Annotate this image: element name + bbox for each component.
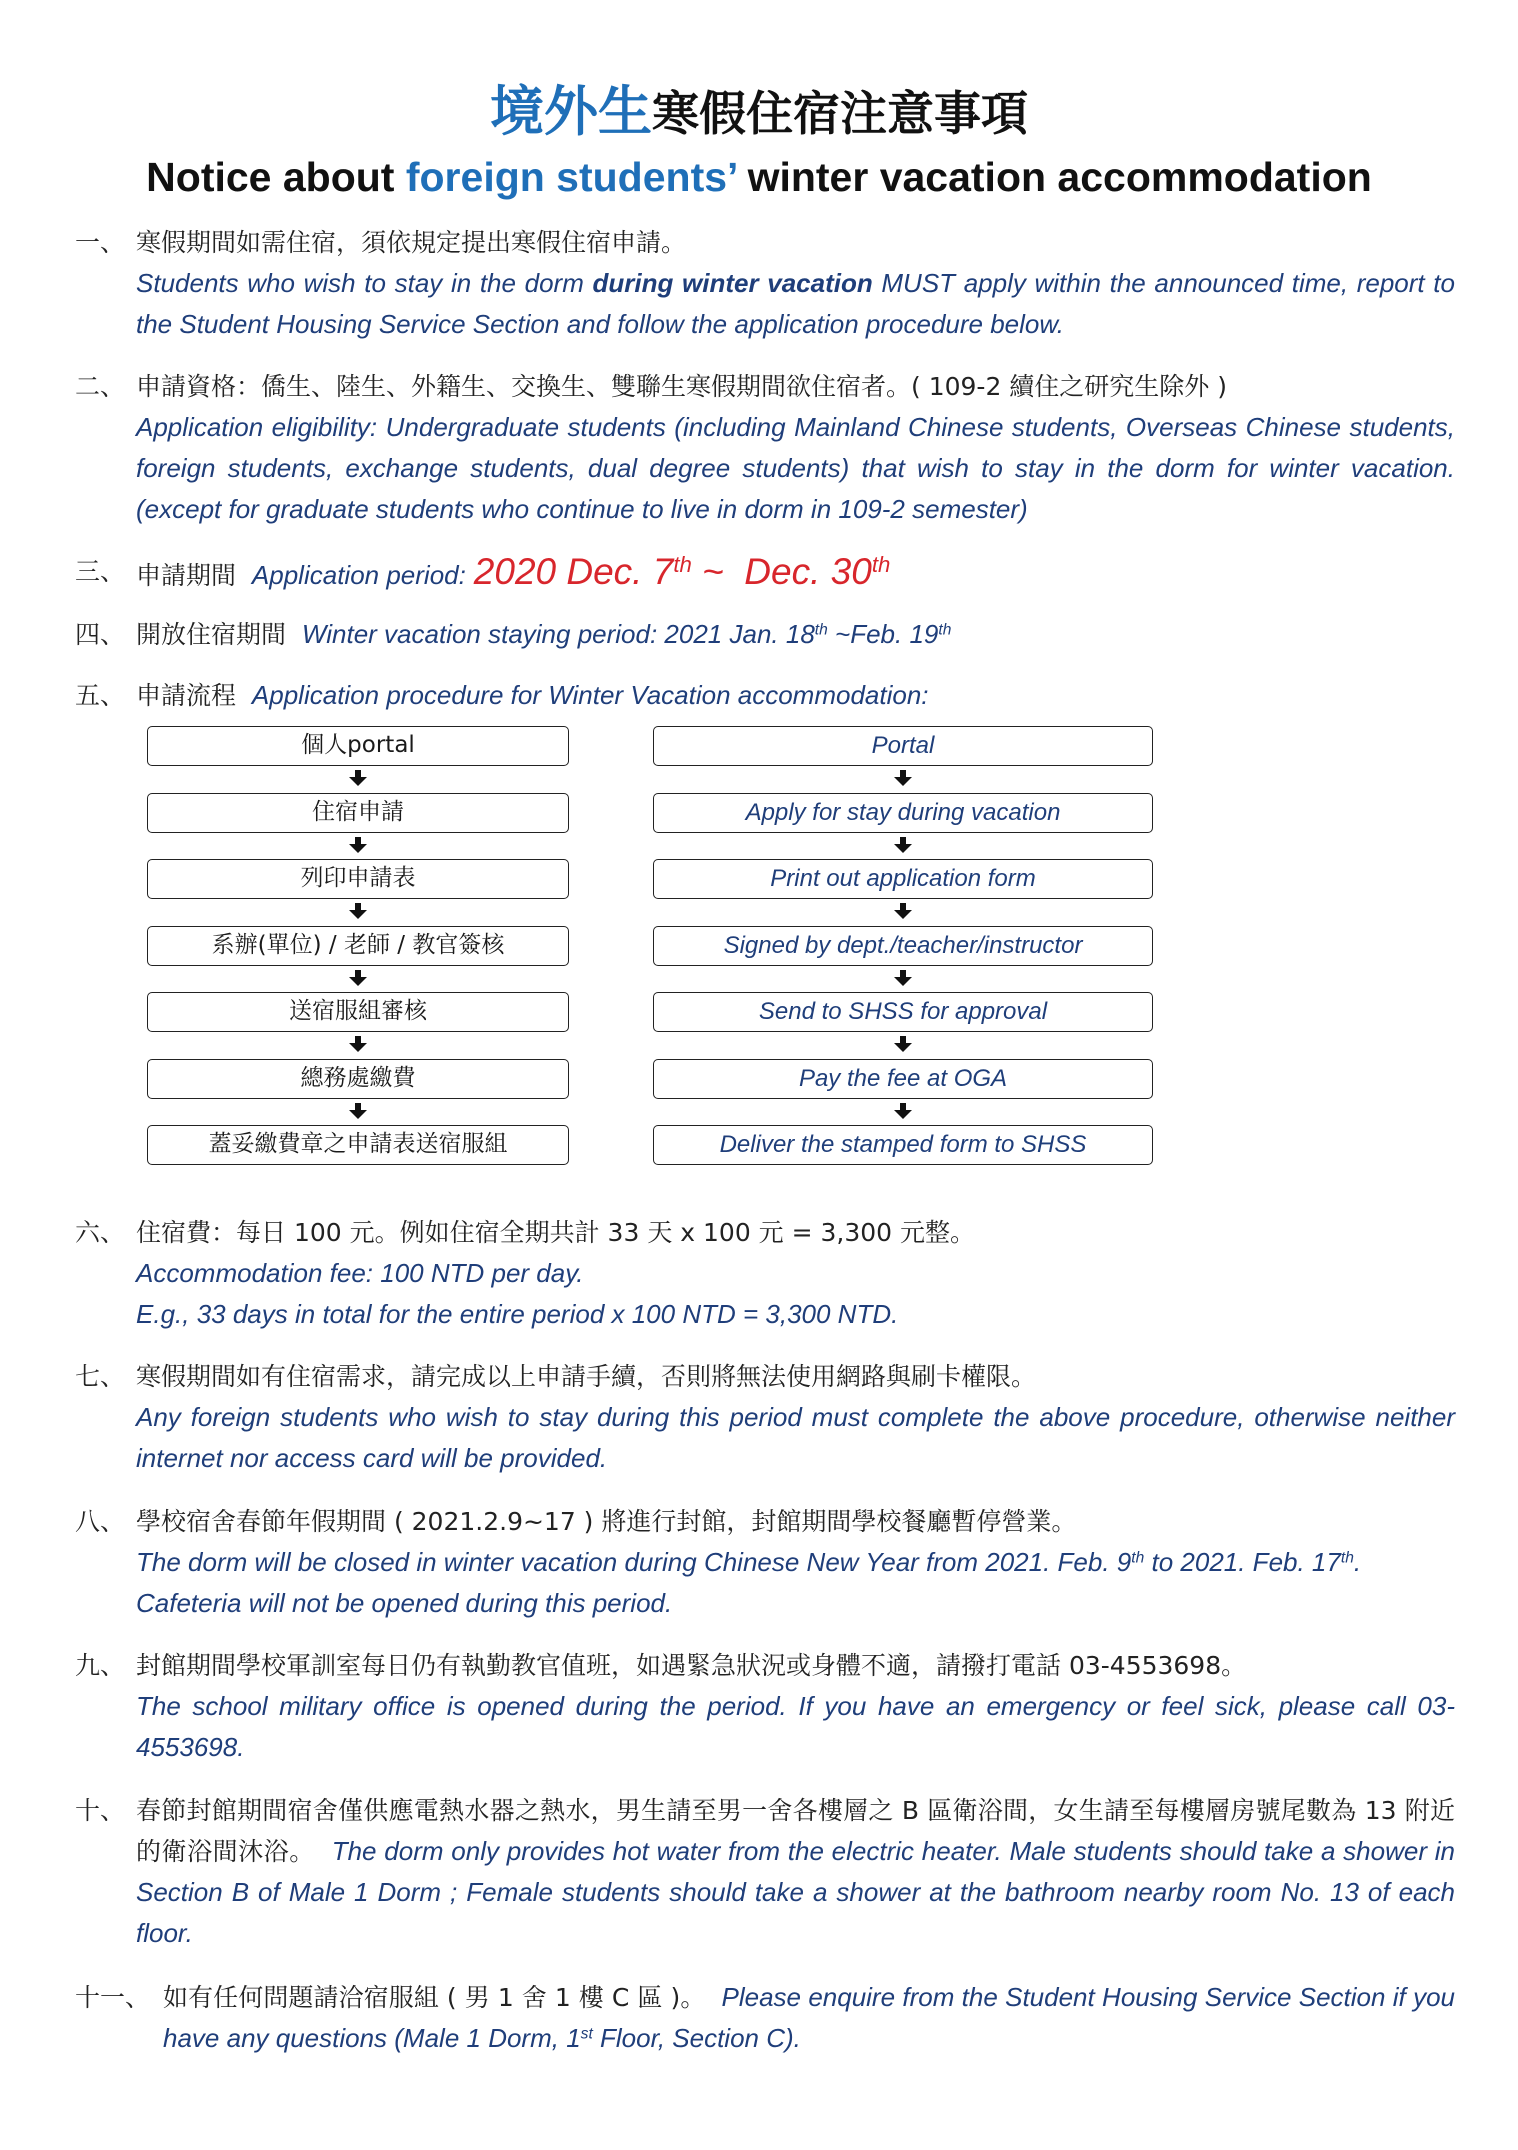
flow-step-en-1: Portal: [653, 726, 1153, 766]
sup: th: [1131, 1549, 1145, 1567]
flow-step-en-4: Signed by dept./teacher/instructor: [653, 926, 1153, 966]
flow-step-zh-3: 列印申請表: [147, 859, 569, 899]
flow-step-zh-5: 送宿服組審核: [147, 992, 569, 1032]
item-text-zh: 如有任何問題請洽宿服組 ( 男 1 舍 1 樓 C 區 )。: [163, 1983, 706, 2012]
flow-step-en-5: Send to SHSS for approval: [653, 992, 1153, 1032]
item-text-zh: 申請流程: [136, 681, 237, 710]
notice-item-7: [75, 1356, 1455, 1479]
sup: th: [673, 551, 692, 577]
en-a: The dorm will be closed in winter vacation during Chinese New Year from 2021. Feb. 9: [136, 1547, 1132, 1577]
flow-step-zh-1: 個人portal: [147, 726, 569, 766]
title-en-highlight: foreign students’: [405, 154, 737, 200]
sup: th: [814, 621, 828, 639]
application-period-dates: [474, 551, 891, 592]
sup: st: [580, 2025, 593, 2043]
period-end: Dec. 30: [744, 551, 872, 592]
en-a: Winter vacation staying period: 2021 Jan. 18: [301, 619, 815, 649]
notice-item-6: [75, 1212, 1455, 1335]
flow-step-en-6: Pay the fee at OGA: [653, 1059, 1153, 1099]
title-english: [0, 150, 1518, 204]
item-number: 八、: [75, 1507, 126, 1536]
notice-item-2: [75, 366, 1455, 530]
item-text-en: Application eligibility: Undergraduate students (including Mainland Chinese students, Overseas Chinese students, foreign students, exchange students, dual degree students) that wish to stay in the dorm for winter vacation. (except for graduate students who continue to live in dorm in 109-2 semester): [136, 412, 1455, 524]
item-text-zh: 學校宿舍春節年假期間 ( 2021.2.9~17 ) 將進行封館，封館期間學校餐廳暫停營業。: [136, 1507, 1077, 1536]
item-text-en-2: E.g., 33 days in total for the entire period x 100 NTD = 3,300 NTD.: [136, 1299, 899, 1329]
item-text-zh: 春節封館期間宿舍僅供應電熱水器之熱水，男生請至男一舍各樓層之 B 區衛浴間，女生請至每樓層房號尾數為 13 附近的衛浴間沐浴。: [136, 1796, 1455, 1866]
notice-item-3: [75, 547, 1455, 601]
flow-step-en-7: Deliver the stamped form to SHSS: [653, 1125, 1153, 1165]
sup: th: [938, 621, 952, 639]
item-number: 二、: [75, 372, 126, 401]
notice-item-5: [75, 675, 1455, 716]
title-en-post: winter vacation accommodation: [736, 154, 1372, 200]
title-en-pre: Notice about: [146, 154, 406, 200]
flow-step-en-3: Print out application form: [653, 859, 1153, 899]
en-a: Please enquire from the Student Housing Service Section if you have any questions (Male 1 Dorm, 1: [163, 1982, 1456, 2053]
item-number: 六、: [75, 1218, 126, 1247]
separator: ~Feb. 19: [827, 619, 939, 649]
item-text-zh: 住宿費：每日 100 元。例如住宿全期共計 33 天 x 100 元 = 3,300 元整。: [136, 1218, 976, 1247]
notice-item-1: [75, 222, 1455, 345]
notice-item-8: [75, 1501, 1455, 1624]
flow-step-en-2: Apply for stay during vacation: [653, 793, 1153, 833]
notice-item-10: [75, 1790, 1455, 1954]
item-text-en-1: [136, 1542, 1455, 1583]
item-number: 四、: [75, 620, 126, 649]
item-text-en: The dorm only provides hot water from the electric heater. Male students should take a shower in Section B of Male 1 Dorm ; Female students should take a shower at the bathroom nearby room No. 13 of each floor.: [136, 1836, 1455, 1948]
item-text-zh: 寒假期間如有住宿需求，請完成以上申請手續，否則將無法使用網路與刷卡權限。: [136, 1362, 1037, 1391]
item-text-en: Application procedure for Winter Vacation accommodation:: [251, 680, 929, 710]
title-zh-highlight: 境外生: [490, 80, 652, 143]
item-text-en-2: Cafeteria will not be opened during this period.: [136, 1588, 673, 1618]
en-mid: to 2021. Feb. 17: [1144, 1547, 1341, 1577]
item-text-en: Application period:: [251, 560, 466, 590]
en-post: Floor, Section C).: [592, 2023, 801, 2053]
item-text-en: [136, 263, 1455, 345]
notice-item-11: [75, 1977, 1455, 2059]
item-text-zh: 申請資格：僑生、陸生、外籍生、交換生、雙聯生寒假期間欲住宿者。( 109-2 續住之研究生除外 ): [136, 372, 1227, 401]
item-number: 五、: [75, 681, 126, 710]
item-text-zh: 申請期間: [136, 561, 237, 590]
notice-item-4: [75, 614, 1455, 655]
item-text-en-1: Accommodation fee: 100 NTD per day.: [136, 1258, 584, 1288]
flow-step-zh-2: 住宿申請: [147, 793, 569, 833]
item-number: 十、: [75, 1796, 126, 1825]
en-pre: Students who wish to stay in the dorm: [136, 268, 593, 298]
item-text-en: Any foreign students who wish to stay during this period must complete the above procedure, otherwise neither internet nor access card will be provided.: [136, 1402, 1455, 1473]
en-post: .: [1353, 1547, 1362, 1577]
item-number: 一、: [75, 228, 126, 257]
item-text-zh: 寒假期間如需住宿，須依規定提出寒假住宿申請。: [136, 228, 687, 257]
item-number: 三、: [75, 557, 126, 586]
title-chinese: [0, 82, 1518, 145]
title-zh-rest: 寒假住宿注意事項: [652, 87, 1028, 142]
item-text-en: [302, 619, 951, 649]
flow-step-zh-6: 總務處繳費: [147, 1059, 569, 1099]
flow-step-zh-7: 蓋妥繳費章之申請表送宿服組: [147, 1125, 569, 1165]
sup: th: [871, 551, 891, 577]
separator: ~: [691, 551, 745, 592]
item-text-en: The school military office is opened during the period. If you have an emergency or feel sick, please call 03-4553698.: [136, 1691, 1455, 1762]
en-bold: during winter vacation: [592, 268, 873, 298]
item-number: 七、: [75, 1362, 126, 1391]
item-text-zh: 開放住宿期間: [136, 620, 287, 649]
sup: th: [1340, 1549, 1354, 1567]
period-start: 2020 Dec. 7: [473, 551, 674, 592]
item-number: 九、: [75, 1651, 126, 1680]
item-number: 十一、: [75, 1983, 151, 2012]
en-post: MUST apply within the announced time, report to the Student Housing Service Section and follow the application procedure below.: [136, 268, 1455, 339]
flow-step-zh-4: 系辦(單位) / 老師 / 教官簽核: [147, 926, 569, 966]
item-text-zh: 封館期間學校軍訓室每日仍有執勤教官值班，如遇緊急狀況或身體不適，請撥打電話 03-4553698。: [136, 1651, 1247, 1680]
notice-item-9: [75, 1645, 1455, 1768]
